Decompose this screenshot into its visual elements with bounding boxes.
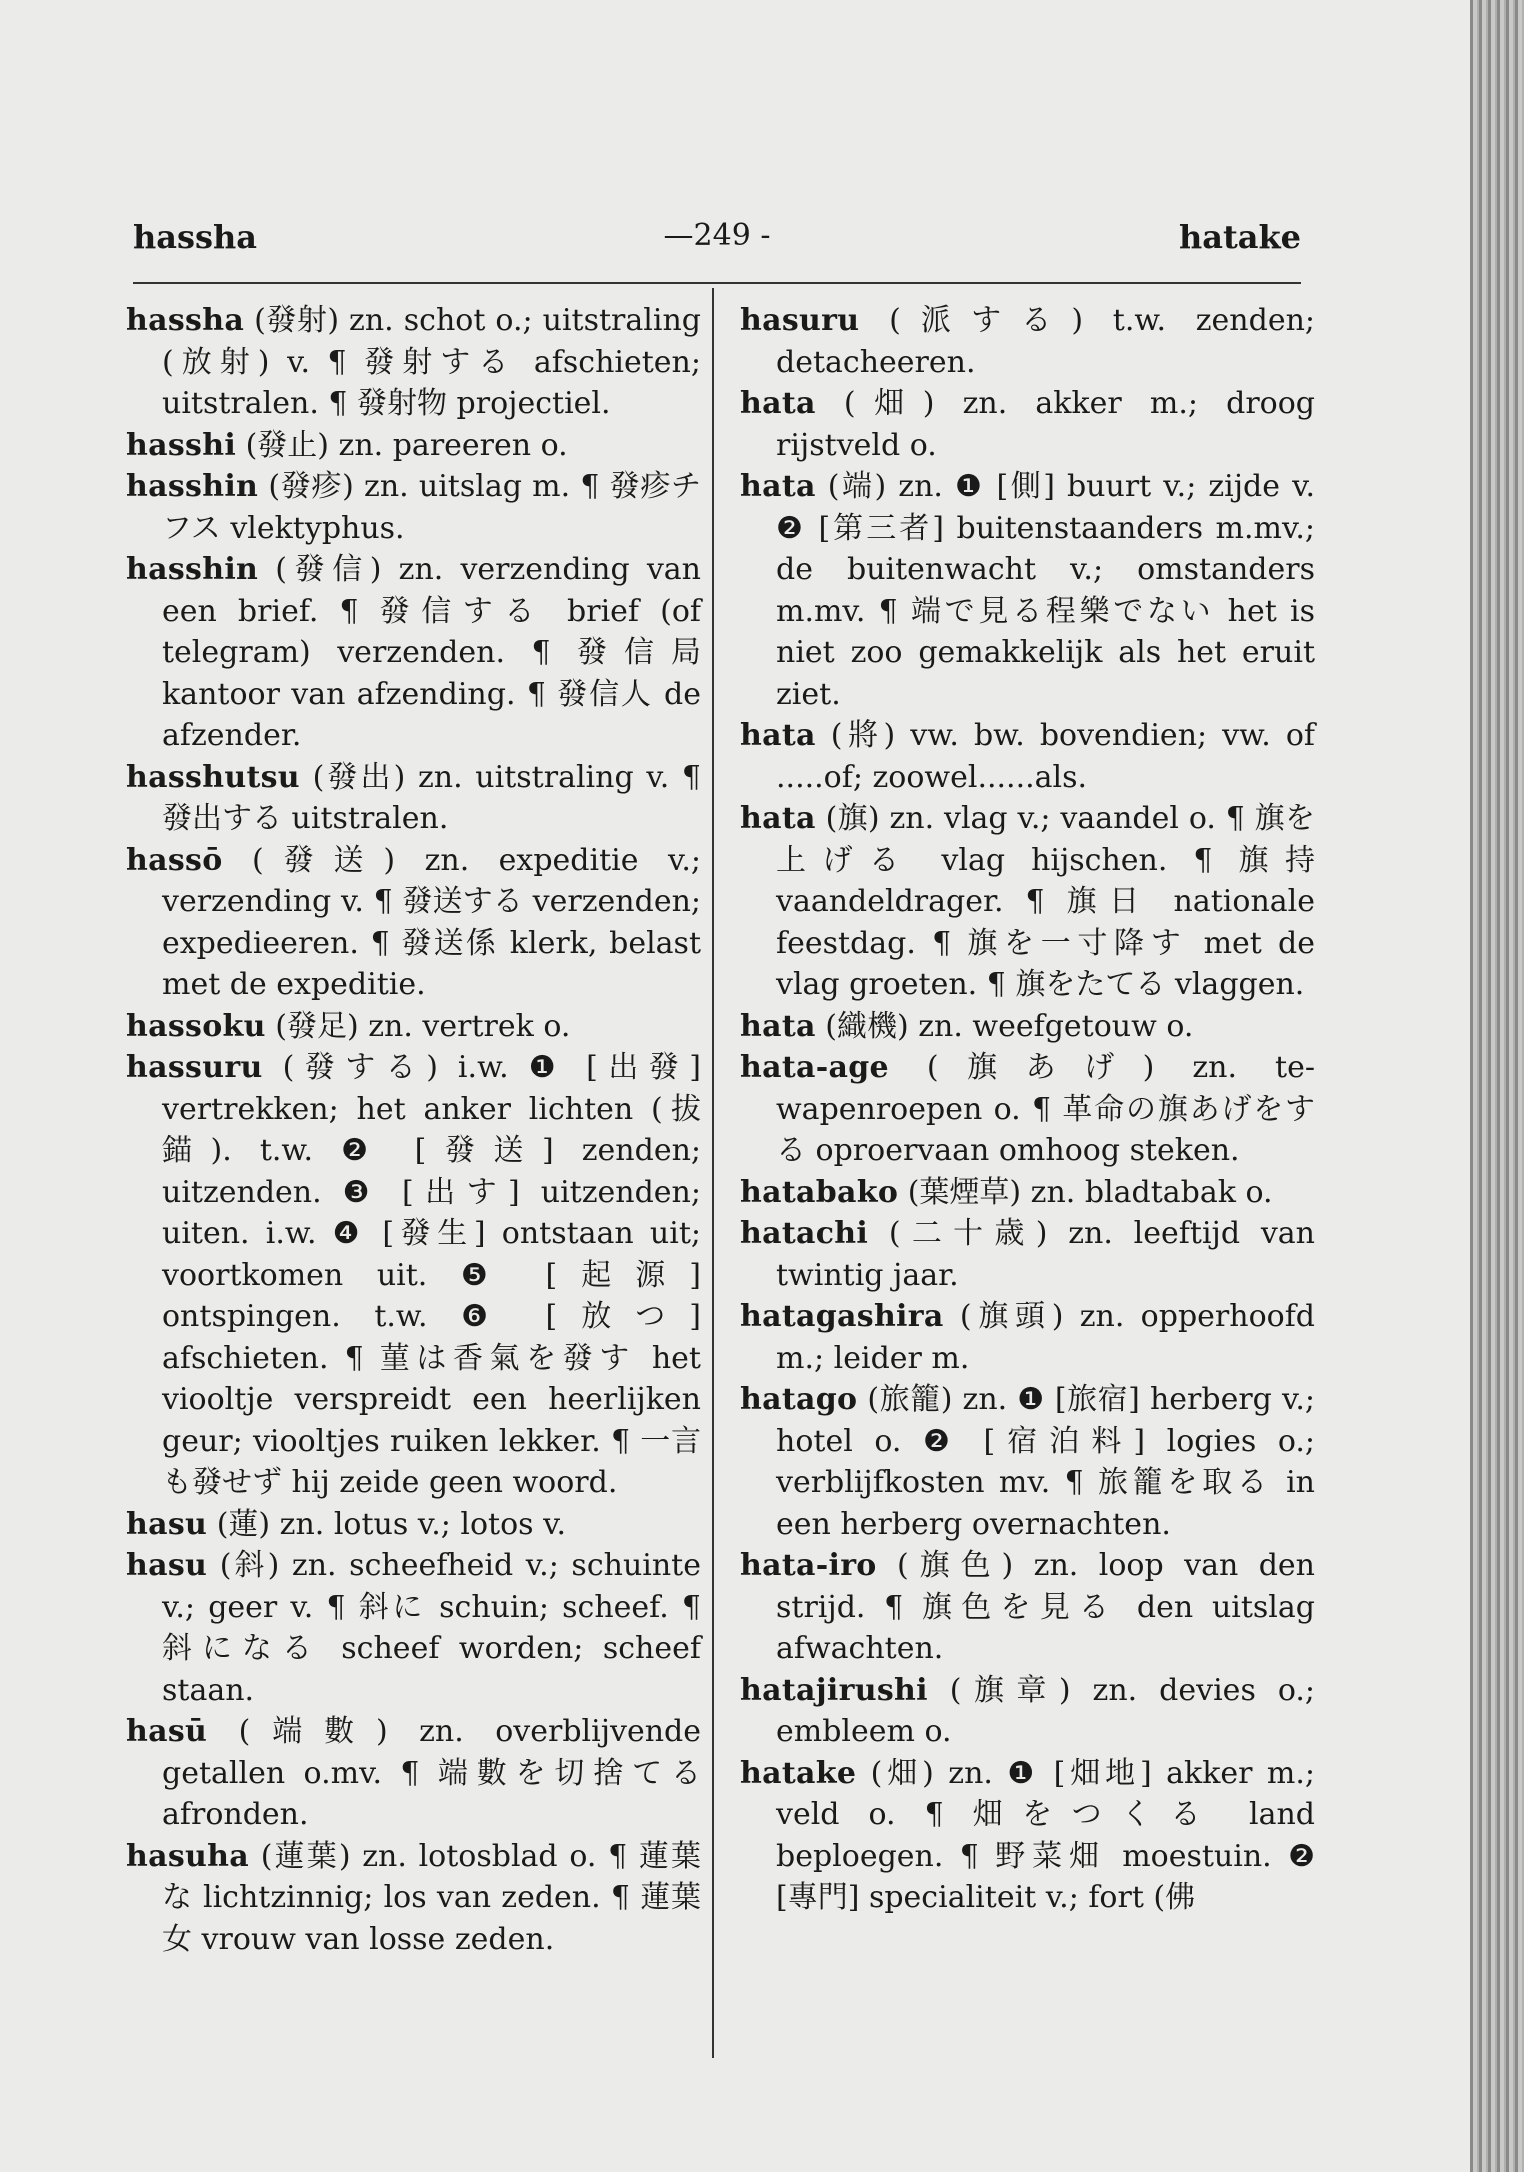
entry-headword: hata [740, 1008, 816, 1044]
entry-headword: hata [740, 469, 816, 504]
dictionary-entry [740, 1379, 1325, 1545]
entry-definition: (端) zn. ❶ [側] buurt v.; zijde v. ❷ [第三者] buitenstaanders m.mv.; de buitenwacht v.; omstanders m.mv. ¶ 端で見る程樂でない het is niet zoo gemakkelijk als het eruit ziet. [776, 469, 1325, 712]
entry-headword: hata [740, 801, 816, 836]
entry-headword: hatabako [740, 1174, 899, 1210]
entry-definition: (發足) zn. vertrek o. [265, 1008, 571, 1044]
entry-definition: (畑) zn. akker m.; droog rijstveld o. [776, 386, 1325, 463]
entry-headword: hasuru [740, 303, 860, 338]
page-header [133, 218, 1301, 268]
entry-headword: hasshutsu [126, 759, 300, 795]
header-rule [133, 282, 1301, 284]
entry-definition: (二十歳) zn. leeftijd van twintig jaar. [776, 1216, 1325, 1293]
right-column [740, 300, 1325, 1919]
entry-definition: (葉煙草) zn. bladtabak o. [898, 1174, 1273, 1210]
right-guide-word: hatake [1178, 218, 1301, 256]
entry-definition: (發信) zn. verzending van een brief. ¶ 發信する brief (of telegram) verzenden. ¶ 發信局 kantoor van afzending. ¶ 發信人 de afzender. [162, 552, 711, 753]
entry-headword: hassuru [126, 1050, 263, 1085]
dictionary-entry [126, 300, 711, 425]
dictionary-entry [126, 425, 701, 467]
dictionary-entry [740, 1006, 1315, 1048]
entry-definition: (將) vw. bw. bovendien; vw. of .....of; zoowel......als. [776, 718, 1325, 795]
entry-definition: (發送) zn. expeditie v.; verzending v. ¶ 發送する verzenden; expedieeren. ¶ 發送係 klerk, belast met de expeditie. [162, 842, 711, 1002]
dictionary-entry [740, 383, 1325, 466]
left-guide-word: hassha [133, 218, 258, 256]
page-edge [1470, 0, 1524, 2172]
entry-headword: hatake [740, 1755, 857, 1791]
entry-definition: (旅籠) zn. ❶ [旅宿] herberg v.; hotel o. ❷ [宿泊料] logies o.; verblijfkosten mv. ¶ 旅籠を取る in een herberg overnachten. [776, 1382, 1325, 1542]
entry-headword: hatajirushi [740, 1672, 928, 1708]
entry-definition: (旗頭) zn. opperhoofd m.; leider m. [776, 1299, 1325, 1376]
entry-definition: (織機) zn. weefgetouw o. [815, 1008, 1194, 1044]
dictionary-entry [740, 798, 1325, 1006]
dictionary-entry [126, 840, 711, 1006]
dictionary-entry [126, 1504, 701, 1546]
column-divider [712, 288, 714, 2058]
entry-headword: hasshin [126, 552, 259, 587]
entry-definition: (旗章) zn. devies o.; embleem o. [776, 1672, 1325, 1749]
entry-headword: hasuha [126, 1838, 250, 1874]
dictionary-entry [740, 1213, 1325, 1296]
dictionary-entry [126, 1545, 711, 1711]
dictionary-entry [740, 1296, 1325, 1379]
entry-headword: hata-age [740, 1050, 889, 1085]
page-number: —249 - [663, 218, 771, 253]
dictionary-entry [126, 466, 701, 549]
entry-definition: (發する) i.w. ❶ [出發] vertrekken; het anker lichten (拔錨). t.w. ❷ [發送] zenden; uitzenden. ❸ [出す] uitzenden; uiten. i.w. ❹ [發生] ontstaan uit; voortkomen uit. ❺ [起源] ontspingen. t.w. ❻ [放つ] afschieten. ¶ 菫は香氣を發す het viooltje verspreidt een heerlijken geur; viooltjes ruiken lekker. ¶ 一言も發せず hij zeide geen woord. [162, 1050, 711, 1500]
entry-definition: (旗色) zn. loop van den strijd. ¶ 旗色を見る den uitslag afwachten. [776, 1548, 1325, 1666]
dictionary-entry [740, 715, 1325, 798]
entry-headword: hata [740, 718, 816, 753]
dictionary-entry [740, 1753, 1325, 1919]
entry-headword: hassō [126, 842, 223, 878]
entry-definition: (端數) zn. overblijvende getallen o.mv. ¶ 端數を切捨てる afronden. [162, 1714, 711, 1832]
entry-headword: hata [740, 386, 816, 421]
dictionary-entry [740, 1545, 1325, 1670]
entry-headword: hasū [126, 1714, 208, 1749]
dictionary-entry [126, 1047, 711, 1504]
dictionary-entry [126, 1711, 711, 1836]
entry-definition: (旗) zn. vlag v.; vaandel o. ¶ 旗を上げる vlag hijschen. ¶ 旗持 vaandeldrager. ¶ 旗日 nationale feestdag. ¶ 旗を一寸降す met de vlag groeten. ¶ 旗をたてる vlaggen. [776, 801, 1325, 1002]
dictionary-entry [740, 1047, 1315, 1172]
dictionary-entry [740, 1670, 1325, 1753]
entry-headword: hasu [126, 1548, 208, 1583]
entry-headword: hassha [126, 303, 245, 338]
dictionary-entry [740, 300, 1325, 383]
dictionary-entry [126, 549, 711, 757]
left-column [126, 300, 711, 1960]
entry-headword: hatachi [740, 1216, 869, 1251]
dictionary-entry [126, 757, 711, 840]
entry-definition: (發出) zn. uitstraling v. ¶ 發出する uitstralen. [162, 759, 711, 836]
dictionary-entry [740, 1172, 1315, 1214]
entry-definition: (蓮) zn. lotus v.; lotos v. [207, 1506, 566, 1542]
entry-definition: (蓮葉) zn. lotosblad o. ¶ 蓮葉な lichtzinnig; los van zeden. ¶ 蓮葉女 vrouw van losse zeden. [162, 1838, 701, 1957]
entry-definition: (發射) zn. schot o.; uitstraling (放射) v. ¶ 發射する afschieten; uitstralen. ¶ 發射物 projectiel. [162, 303, 711, 421]
entry-headword: hatagashira [740, 1299, 944, 1334]
entry-headword: hasu [126, 1506, 208, 1542]
entry-headword: hassoku [126, 1008, 266, 1044]
entry-definition: (斜) zn. scheefheid v.; schuinte v.; geer v. ¶ 斜に schuin; scheef. ¶ 斜になる scheef worden; scheef staan. [162, 1548, 711, 1708]
entry-headword: hata-iro [740, 1548, 877, 1583]
entry-definition: (畑) zn. ❶ [畑地] akker m.; veld o. ¶ 畑をつくる land beploegen. ¶ 野菜畑 moestuin. ❷ [專門] specialiteit v.; fort (佛 [776, 1755, 1325, 1915]
dictionary-entry [126, 1006, 701, 1048]
entry-headword: hasshi [126, 427, 237, 463]
dictionary-entry [740, 466, 1325, 715]
entry-definition: (發疹) zn. uitslag m. ¶ 發疹チフス vlektyphus. [162, 469, 701, 546]
entry-definition: (旗あげ) zn. te-wapenroepen o. ¶ 革命の旗あげをする oproervaan omhoog steken. [776, 1050, 1315, 1168]
entry-definition: (發止) zn. pareeren o. [236, 427, 568, 463]
entry-headword: hatago [740, 1382, 858, 1417]
dictionary-entry [126, 1836, 701, 1961]
entry-definition: (派する) t.w. zenden; detacheeren. [776, 303, 1325, 380]
entry-headword: hasshin [126, 469, 259, 504]
